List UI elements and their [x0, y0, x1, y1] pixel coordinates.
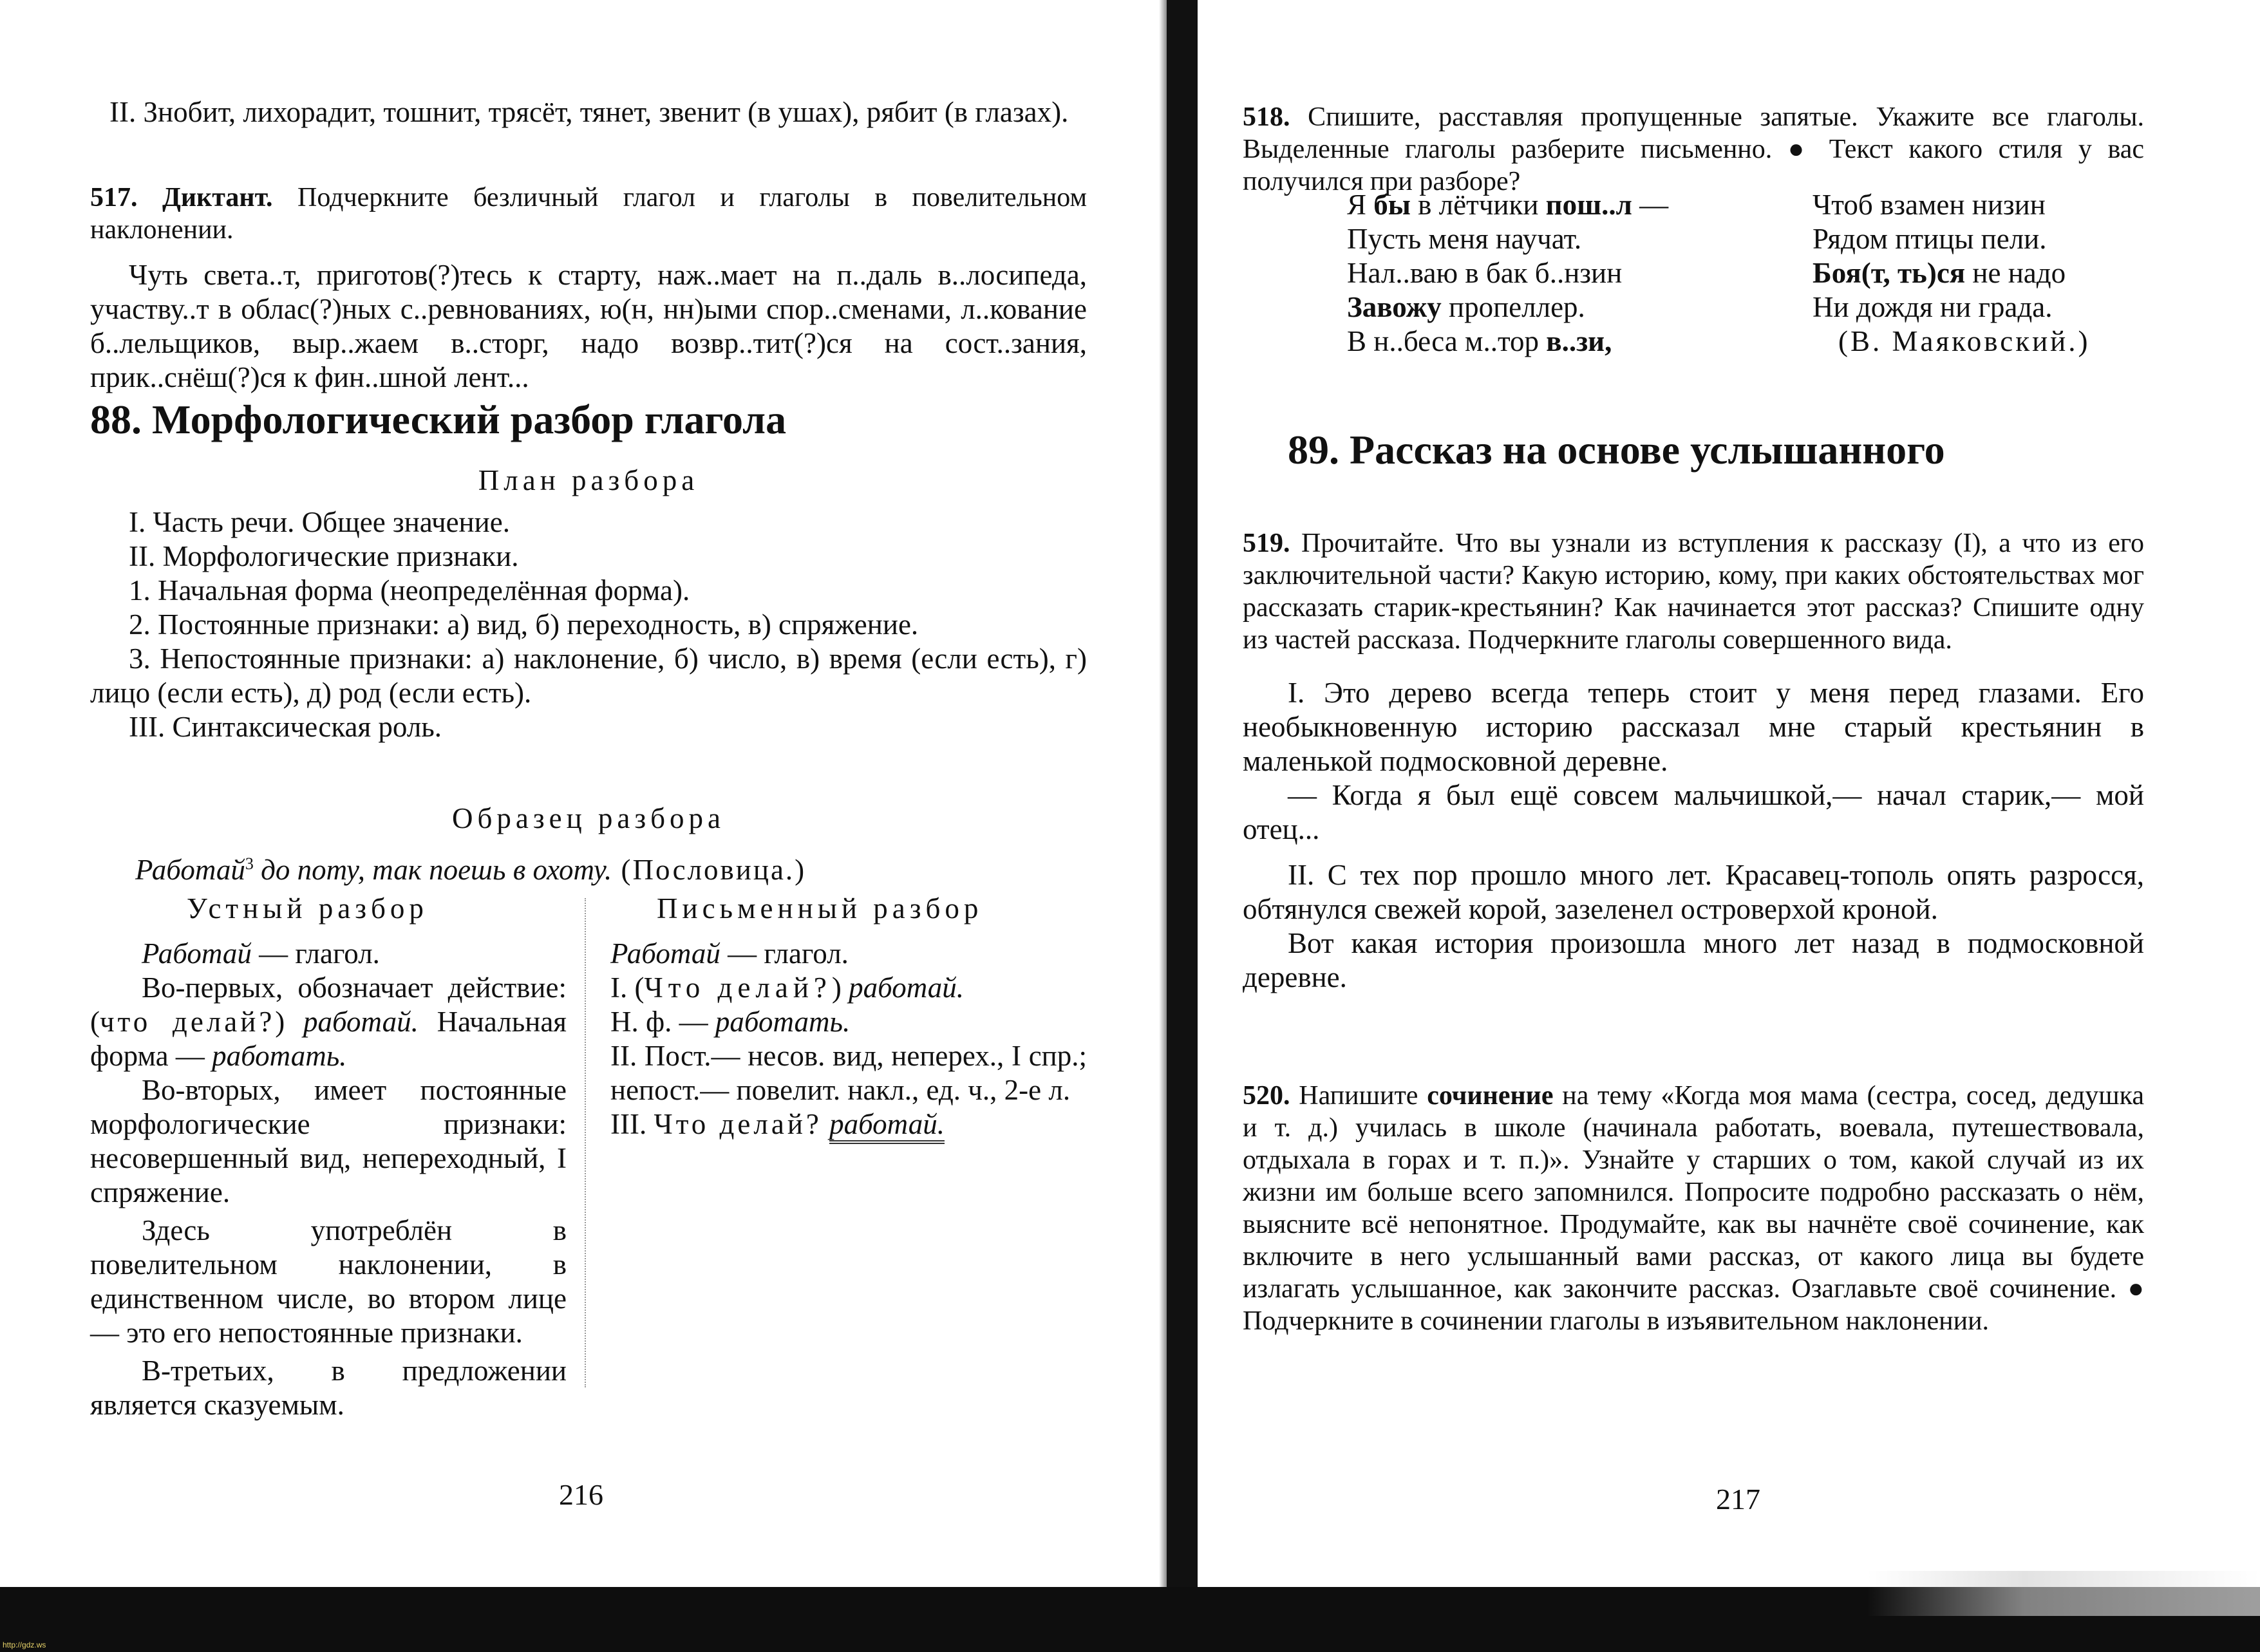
exercise-number: 518. [1243, 102, 1290, 132]
exercise-task-text: Подчеркните безличный глагол и глаголы в повелительном наклонении. [90, 183, 1088, 245]
book-spine [1167, 0, 1198, 1652]
poem-text: Нал..ваю в бак б..нзин [1347, 257, 1623, 289]
oral-paragraph: В-третьих, в предложении является сказуемым. [90, 1355, 567, 1421]
poem-text: не надо [1965, 257, 2066, 289]
predicate-underlined: работай. [829, 1108, 945, 1144]
verb-italic: работать. [212, 1040, 347, 1072]
poem-text: В н..беса м..тор [1347, 325, 1547, 357]
written-text: ) [831, 971, 849, 1004]
verb-italic: работай. [303, 1006, 419, 1038]
oral-text: ) [275, 1006, 304, 1038]
poem-line: Рядом птицы пели. [1813, 223, 2047, 255]
top-paragraph: II. Знобит, лихорадит, тошнит, трясёт, тянет, звенит (в ушах), рябит (в глазах). [109, 96, 1069, 128]
story-paragraph: II. С тех пор прошло много лет. Красавец-тополь опять разросся, обтянулся свежей корой, зазеленел островерхой кроной. [1243, 859, 2144, 925]
oral-text: Во-первых, обозначает действие: ( [90, 971, 567, 1038]
exercise-title: Диктант. [162, 183, 273, 212]
poem-text: Я [1347, 189, 1374, 221]
question-spaced: что делай? [100, 1006, 276, 1038]
poem-text: пропеллер. [1441, 291, 1585, 323]
exercise-task-text: Спишите, расставляя пропущенные запятые. Укажите все глаголы. Выделенные глаголы разберите письменно. [1243, 102, 2145, 164]
poem-line [1347, 222, 1759, 256]
sample-verb: Работай [135, 854, 245, 886]
section-title: 89. Рассказ на основе услышанного [1288, 427, 1945, 473]
poem-bold: пош..л [1545, 189, 1632, 221]
exercise-517-task [90, 182, 1087, 246]
bullet-icon: ● [1787, 135, 1814, 164]
poem-bold: в..зи, [1546, 325, 1612, 357]
story-paragraph: — Когда я был ещё совсем мальчишкой,— начал старик,— мой отец... [1243, 779, 2144, 845]
oral-analysis [90, 937, 567, 1422]
written-line: II. Пост.— несов. вид, неперех., I спр.; непост.— повелит. накл., ед. ч., 2-е л. [610, 1040, 1087, 1106]
exercise-518-task [1243, 101, 2144, 198]
watermark-text: http://gdz.ws [3, 1640, 46, 1649]
plan-item: I. Часть речи. Общее значение. [129, 506, 510, 538]
poem-line [1347, 256, 1759, 290]
plan-item: 1. Начальная форма (неопределённая форма). [129, 574, 690, 606]
plan-item: III. Синтаксическая роль. [129, 711, 442, 743]
written-text: I. ( [610, 971, 645, 1004]
oral-text: Начальная форма — [90, 1006, 567, 1072]
written-line [610, 937, 1087, 971]
scan-bottom-fade [1867, 1571, 2260, 1616]
column-divider [585, 898, 587, 1387]
bullet-icon: ● [2127, 1274, 2144, 1304]
poem-bold: бы [1373, 189, 1411, 221]
poem-author: (В. Маяковский.) [1838, 325, 2091, 357]
exercise-520-task [1243, 1080, 2144, 1337]
story-paragraph: I. Это дерево всегда теперь стоит у меня перед глазами. Его необыкновенную историю рассказал мне старый крестьянин в маленькой подмосковной деревне. [1243, 677, 2144, 777]
written-text: — глагол. [720, 937, 849, 970]
written-text: Н. ф. — [610, 1006, 715, 1038]
exercise-517-dictation: Чуть света..т, приготов(?)тесь к старту, наж..мает на п..даль в..лосипеда, участву..т в облас(?)ных с..ревнованиях, ю(н, нн)ыми спор..сменами, л..кование б..лельщиков, выр..жаем в..сторг, надо возвр..тит(?)ся на сост..зания, прик..снёш(?)ся к фин..шной лент... [90, 259, 1087, 393]
verb-italic: Работай [142, 937, 252, 970]
sample-text: до поту, так поешь в охоту. [253, 854, 612, 886]
verb-italic: работать. [715, 1006, 851, 1038]
plan-list [90, 505, 1087, 744]
story-text [1243, 676, 2144, 995]
sample-title: Образец разбора [451, 802, 726, 834]
plan-item: 3. Непостоянные признаки: а) наклонение, б) число, в) время (если есть), г) лицо (если есть), д) род (если есть). [90, 643, 1087, 709]
oral-paragraph: Здесь употреблён в повелительном наклонении, в единственном числе, во втором лице — это его непостоянные признаки. [90, 1214, 567, 1349]
page-number: 216 [559, 1478, 603, 1511]
poem-text: Пусть меня научат. [1347, 223, 1582, 255]
oral-paragraph [90, 971, 567, 1073]
footnote-marker: 3 [245, 854, 254, 873]
exercise-task-text: Напишите [1299, 1081, 1427, 1111]
oral-line [90, 937, 567, 971]
exercise-task-text: Подчеркните в сочинении глаголы в изъявительном наклонении. [1243, 1306, 1990, 1336]
exercise-number: 519. [1243, 529, 1290, 558]
exercise-number: 520. [1243, 1081, 1290, 1111]
written-analysis-title: Письменный разбор [657, 892, 983, 925]
poem-line: Ни дождя ни града. [1813, 291, 2053, 323]
written-analysis [610, 937, 1087, 1141]
exercise-task-text: Текст какого стиля у вас получился при разборе? [1243, 135, 2145, 196]
poem-bold: Завожу [1347, 291, 1442, 323]
exercise-task-text: Прочитайте. Что вы узнали из вступления к рассказу (I), а что из его заключительной части? Какую историю, кому, при каких обстоятельствах мог рассказать старик-крестьянин? Как начинается этот рассказ? Спишите одну из частей рассказа. Подчеркните глаголы совершенного вида. [1243, 529, 2145, 655]
poem-left-column [1347, 188, 1759, 359]
verb-italic: работай. [849, 971, 964, 1004]
exercise-task-bold: сочинение [1427, 1081, 1554, 1111]
poem-line [1347, 188, 1759, 222]
written-line [610, 1005, 1087, 1039]
question-spaced: Что делай? [644, 971, 832, 1004]
poem-text: — [1632, 189, 1669, 221]
oral-text: — глагол. [251, 937, 380, 970]
right-page [1198, 0, 2260, 1652]
plan-item: II. Морфологические признаки. [129, 540, 519, 572]
written-line [610, 1107, 1087, 1141]
plan-title: План разбора [478, 464, 699, 496]
exercise-task-text: на тему «Когда моя мама (сестра, сосед, дедушка и т. д.) училась в школе (начинала работать, воевала, путешествовала, отдыхала в горах и т. п.)». Узнайте у старших о том, какой случай из их жизни им больше всего запомнился. Попросите подробно рассказать о нём, выясните всё непонятное. Продумайте, как вы начнёте своё сочинение, как включите в него услышанный вами рассказ, от какого лица вы будете излагать услышанное, как закончите рассказ. Озаглавьте своё сочинение. [1243, 1081, 2145, 1304]
poem-line [1813, 256, 2147, 290]
plan-item: 2. Постоянные признаки: а) вид, б) переходность, в) спряжение. [129, 608, 919, 641]
oral-paragraph: Во-вторых, имеет постоянные морфологические признаки: несовершенный вид, непереходный, I спряжение. [90, 1074, 567, 1208]
question-spaced: Что делай? [654, 1108, 822, 1140]
poem-line [1347, 324, 1759, 359]
sample-source: (Пословица.) [612, 854, 807, 886]
written-text: III. [610, 1108, 654, 1140]
page-number: 217 [1716, 1483, 1760, 1516]
poem-right-column [1813, 188, 2147, 359]
poem-line: Чтоб взамен низин [1813, 189, 2046, 221]
oral-analysis-title: Устный разбор [187, 892, 428, 925]
poem-line [1347, 290, 1759, 324]
story-paragraph: Вот какая история произошла много лет назад в подмосковной деревне. [1243, 927, 2144, 993]
written-line [610, 971, 1087, 1005]
poem-bold: Боя(т, ть)ся [1813, 257, 1966, 289]
section-title: 88. Морфологический разбор глагола [90, 397, 787, 442]
verb-italic: Работай [610, 937, 720, 970]
sample-sentence [135, 847, 1087, 887]
exercise-number: 517. [90, 183, 138, 212]
poem-text: в лётчики [1410, 189, 1546, 221]
exercise-519-task [1243, 527, 2144, 656]
